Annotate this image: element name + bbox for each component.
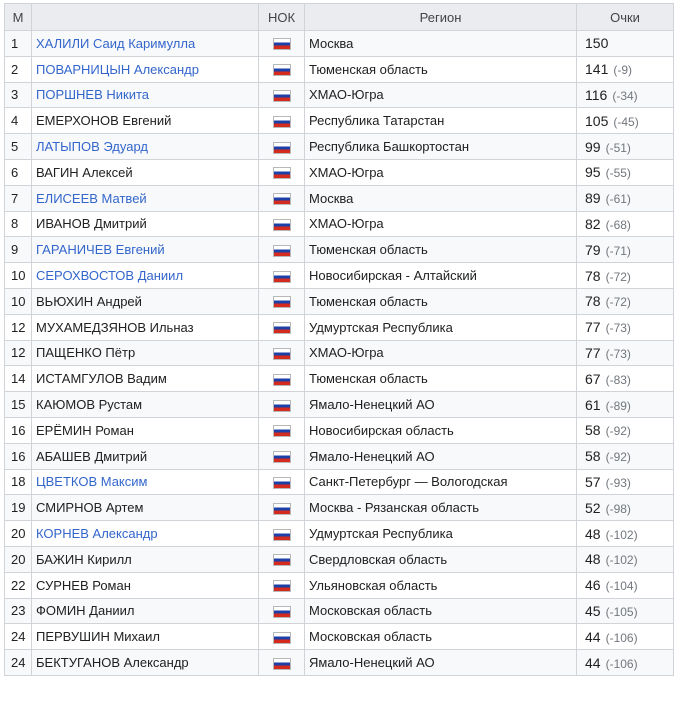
points-gap: (-68) bbox=[605, 217, 631, 232]
athlete-cell bbox=[32, 495, 259, 521]
noc-cell bbox=[259, 443, 305, 469]
russia-flag-icon bbox=[273, 554, 291, 566]
russia-flag-icon bbox=[273, 90, 291, 102]
noc-cell bbox=[259, 134, 305, 160]
position-cell: 10 bbox=[5, 263, 32, 289]
position-cell: 20 bbox=[5, 521, 32, 547]
athlete-name: ИСТАМГУЛОВ Вадим bbox=[36, 371, 167, 387]
athlete-cell bbox=[32, 237, 259, 263]
region-cell: Ямало-Ненецкий АО bbox=[305, 650, 577, 676]
points-cell bbox=[577, 417, 674, 443]
russia-flag-icon bbox=[273, 374, 291, 386]
position-cell: 5 bbox=[5, 134, 32, 160]
noc-cell bbox=[259, 417, 305, 443]
points-cell bbox=[577, 82, 674, 108]
table-row bbox=[5, 82, 674, 108]
points-value: 67 bbox=[585, 370, 601, 387]
position-cell: 1 bbox=[5, 31, 32, 57]
table-row bbox=[5, 469, 674, 495]
points-value: 44 bbox=[585, 628, 601, 645]
position-cell: 24 bbox=[5, 650, 32, 676]
table-row bbox=[5, 288, 674, 314]
points-gap: (-72) bbox=[605, 295, 631, 310]
table-row bbox=[5, 417, 674, 443]
position-cell: 6 bbox=[5, 159, 32, 185]
athlete-name: СМИРНОВ Артем bbox=[36, 500, 144, 516]
region-cell: Республика Башкортостан bbox=[305, 134, 577, 160]
athlete-cell bbox=[32, 650, 259, 676]
points-cell bbox=[577, 237, 674, 263]
russia-flag-icon bbox=[273, 116, 291, 128]
region-cell: Республика Татарстан bbox=[305, 108, 577, 134]
noc-cell bbox=[259, 31, 305, 57]
table-row bbox=[5, 56, 674, 82]
table-row bbox=[5, 31, 674, 57]
position-cell: 10 bbox=[5, 288, 32, 314]
athlete-name: ЕМЕРХОНОВ Евгений bbox=[36, 113, 172, 129]
header-row bbox=[5, 4, 674, 31]
position-cell: 16 bbox=[5, 443, 32, 469]
points-gap: (-98) bbox=[605, 501, 631, 516]
position-cell: 23 bbox=[5, 598, 32, 624]
noc-cell bbox=[259, 366, 305, 392]
points-value: 105 bbox=[585, 112, 609, 129]
points-cell bbox=[577, 521, 674, 547]
noc-cell bbox=[259, 185, 305, 211]
noc-cell bbox=[259, 598, 305, 624]
table-row bbox=[5, 521, 674, 547]
athlete-cell bbox=[32, 546, 259, 572]
table-row bbox=[5, 159, 674, 185]
athlete-cell bbox=[32, 288, 259, 314]
region-cell: Санкт-Петербург — Вологодская bbox=[305, 469, 577, 495]
points-value: 116 bbox=[585, 86, 608, 103]
noc-cell bbox=[259, 314, 305, 340]
region-cell: Москва - Рязанская область bbox=[305, 495, 577, 521]
athlete-cell bbox=[32, 263, 259, 289]
noc-cell bbox=[259, 469, 305, 495]
athlete-cell bbox=[32, 392, 259, 418]
points-gap: (-93) bbox=[605, 475, 631, 490]
region-cell: Тюменская область bbox=[305, 237, 577, 263]
athlete-cell bbox=[32, 417, 259, 443]
points-cell bbox=[577, 443, 674, 469]
athlete-name: БАЖИН Кирилл bbox=[36, 551, 132, 567]
noc-cell bbox=[259, 392, 305, 418]
russia-flag-icon bbox=[273, 632, 291, 644]
noc-cell bbox=[259, 237, 305, 263]
table-row bbox=[5, 392, 674, 418]
points-cell bbox=[577, 392, 674, 418]
region-cell: Новосибирская - Алтайский bbox=[305, 263, 577, 289]
points-cell bbox=[577, 211, 674, 237]
athlete-name: БЕКТУГАНОВ Александр bbox=[36, 655, 189, 671]
position-cell: 9 bbox=[5, 237, 32, 263]
region-cell: ХМАО-Югра bbox=[305, 82, 577, 108]
points-cell bbox=[577, 650, 674, 676]
points-gap: (-71) bbox=[605, 243, 631, 258]
points-value: 44 bbox=[585, 654, 601, 671]
athlete-name: ПЕРВУШИН Михаил bbox=[36, 629, 160, 645]
points-gap: (-106) bbox=[605, 630, 638, 645]
points-cell bbox=[577, 31, 674, 57]
athlete-link[interactable]: ХАЛИЛИ Саид Каримулла bbox=[36, 35, 196, 51]
athlete-link[interactable]: СЕРОХВОСТОВ Даниил bbox=[36, 268, 184, 284]
russia-flag-icon bbox=[273, 219, 291, 231]
table-row bbox=[5, 211, 674, 237]
region-cell: Тюменская область bbox=[305, 366, 577, 392]
region-cell: ХМАО-Югра bbox=[305, 159, 577, 185]
athlete-cell bbox=[32, 56, 259, 82]
position-cell: 12 bbox=[5, 340, 32, 366]
points-gap: (-73) bbox=[605, 321, 631, 336]
points-gap: (-83) bbox=[605, 372, 631, 387]
points-value: 58 bbox=[585, 422, 601, 439]
points-value: 58 bbox=[585, 448, 601, 465]
region-cell: ХМАО-Югра bbox=[305, 340, 577, 366]
points-gap: (-106) bbox=[605, 656, 638, 671]
athlete-cell bbox=[32, 469, 259, 495]
athlete-cell bbox=[32, 521, 259, 547]
table-row bbox=[5, 495, 674, 521]
position-cell: 15 bbox=[5, 392, 32, 418]
position-cell: 20 bbox=[5, 546, 32, 572]
athlete-link[interactable]: ГАРАНИЧЕВ Евгений bbox=[36, 242, 165, 258]
athlete-name: ФОМИН Даниил bbox=[36, 603, 135, 619]
table-row bbox=[5, 263, 674, 289]
athlete-cell bbox=[32, 572, 259, 598]
points-cell bbox=[577, 598, 674, 624]
points-value: 82 bbox=[585, 215, 601, 232]
noc-cell bbox=[259, 495, 305, 521]
noc-cell bbox=[259, 572, 305, 598]
points-value: 57 bbox=[585, 473, 601, 490]
table-row bbox=[5, 340, 674, 366]
table-row bbox=[5, 650, 674, 676]
points-gap: (-92) bbox=[605, 450, 631, 465]
points-gap: (-105) bbox=[605, 604, 638, 619]
region-cell: Тюменская область bbox=[305, 288, 577, 314]
points-value: 78 bbox=[585, 293, 601, 310]
header-noc[interactable]: НОК bbox=[259, 4, 305, 31]
athlete-link[interactable]: ПОВАРНИЦЫН Александр bbox=[36, 61, 199, 77]
points-gap: (-61) bbox=[605, 192, 631, 207]
points-cell bbox=[577, 495, 674, 521]
region-cell: ХМАО-Югра bbox=[305, 211, 577, 237]
russia-flag-icon bbox=[273, 658, 291, 670]
athlete-name: ВАГИН Алексей bbox=[36, 164, 133, 180]
points-cell bbox=[577, 263, 674, 289]
region-cell: Тюменская область bbox=[305, 56, 577, 82]
points-value: 77 bbox=[585, 344, 601, 361]
points-gap: (-72) bbox=[605, 269, 631, 284]
points-gap: (-73) bbox=[605, 346, 631, 361]
header-region[interactable]: Регион bbox=[305, 4, 577, 31]
standings-table bbox=[4, 3, 674, 676]
points-value: 78 bbox=[585, 267, 601, 284]
position-cell: 8 bbox=[5, 211, 32, 237]
athlete-name: ЕРЁМИН Роман bbox=[36, 422, 134, 438]
athlete-cell bbox=[32, 82, 259, 108]
athlete-link[interactable]: ЕЛИСЕЕВ Матвей bbox=[36, 190, 147, 206]
athlete-cell bbox=[32, 31, 259, 57]
athlete-cell bbox=[32, 624, 259, 650]
russia-flag-icon bbox=[273, 271, 291, 283]
russia-flag-icon bbox=[273, 322, 291, 334]
noc-cell bbox=[259, 211, 305, 237]
points-value: 141 bbox=[585, 61, 609, 78]
table-row bbox=[5, 185, 674, 211]
position-cell: 14 bbox=[5, 366, 32, 392]
athlete-cell bbox=[32, 314, 259, 340]
points-value: 52 bbox=[585, 499, 601, 516]
region-cell: Ульяновская область bbox=[305, 572, 577, 598]
points-cell bbox=[577, 340, 674, 366]
position-cell: 7 bbox=[5, 185, 32, 211]
athlete-name: ПАЩЕНКО Пётр bbox=[36, 345, 136, 361]
points-value: 150 bbox=[585, 35, 609, 52]
noc-cell bbox=[259, 288, 305, 314]
table-row bbox=[5, 572, 674, 598]
points-value: 48 bbox=[585, 525, 601, 542]
table-row bbox=[5, 314, 674, 340]
position-cell: 4 bbox=[5, 108, 32, 134]
athlete-cell bbox=[32, 598, 259, 624]
position-cell: 2 bbox=[5, 56, 32, 82]
points-value: 79 bbox=[585, 241, 601, 258]
region-cell: Свердловская область bbox=[305, 546, 577, 572]
region-cell: Ямало-Ненецкий АО bbox=[305, 443, 577, 469]
points-cell bbox=[577, 288, 674, 314]
russia-flag-icon bbox=[273, 451, 291, 463]
position-cell: 12 bbox=[5, 314, 32, 340]
points-value: 46 bbox=[585, 577, 601, 594]
russia-flag-icon bbox=[273, 296, 291, 308]
russia-flag-icon bbox=[273, 606, 291, 618]
noc-cell bbox=[259, 263, 305, 289]
athlete-link[interactable]: КОРНЕВ Александр bbox=[36, 526, 158, 542]
header-name[interactable] bbox=[32, 4, 259, 31]
russia-flag-icon bbox=[273, 142, 291, 154]
header-pos[interactable]: М bbox=[5, 4, 32, 31]
athlete-cell bbox=[32, 366, 259, 392]
position-cell: 24 bbox=[5, 624, 32, 650]
position-cell: 19 bbox=[5, 495, 32, 521]
athlete-name: МУХАМЕДЗЯНОВ Ильназ bbox=[36, 319, 194, 335]
noc-cell bbox=[259, 82, 305, 108]
points-gap: (-102) bbox=[605, 527, 638, 542]
athlete-name: КАЮМОВ Рустам bbox=[36, 397, 143, 413]
athlete-name: АБАШЕВ Дмитрий bbox=[36, 448, 148, 464]
table-body bbox=[5, 31, 674, 676]
athlete-name: ИВАНОВ Дмитрий bbox=[36, 216, 147, 232]
athlete-cell bbox=[32, 340, 259, 366]
russia-flag-icon bbox=[273, 348, 291, 360]
points-value: 77 bbox=[585, 319, 601, 336]
points-gap: (-92) bbox=[605, 424, 631, 439]
table-row bbox=[5, 443, 674, 469]
russia-flag-icon bbox=[273, 425, 291, 437]
region-cell: Удмуртская Республика bbox=[305, 521, 577, 547]
athlete-name: СУРНЕВ Роман bbox=[36, 577, 131, 593]
noc-cell bbox=[259, 56, 305, 82]
points-value: 61 bbox=[585, 396, 601, 413]
athlete-link[interactable]: ЦВЕТКОВ Максим bbox=[36, 474, 148, 490]
athlete-cell bbox=[32, 108, 259, 134]
russia-flag-icon bbox=[273, 503, 291, 515]
points-value: 99 bbox=[585, 138, 601, 155]
noc-cell bbox=[259, 546, 305, 572]
points-cell bbox=[577, 624, 674, 650]
athlete-cell bbox=[32, 159, 259, 185]
region-cell: Ямало-Ненецкий АО bbox=[305, 392, 577, 418]
region-cell: Московская область bbox=[305, 624, 577, 650]
noc-cell bbox=[259, 624, 305, 650]
points-cell bbox=[577, 572, 674, 598]
points-cell bbox=[577, 56, 674, 82]
position-cell: 22 bbox=[5, 572, 32, 598]
points-gap: (-89) bbox=[605, 398, 631, 413]
russia-flag-icon bbox=[273, 193, 291, 205]
points-cell bbox=[577, 469, 674, 495]
table-row bbox=[5, 237, 674, 263]
russia-flag-icon bbox=[273, 64, 291, 76]
table-row bbox=[5, 134, 674, 160]
points-gap: (-51) bbox=[605, 140, 631, 155]
region-cell: Москва bbox=[305, 31, 577, 57]
russia-flag-icon bbox=[273, 167, 291, 179]
noc-cell bbox=[259, 159, 305, 185]
points-gap: (-102) bbox=[605, 553, 638, 568]
position-cell: 16 bbox=[5, 417, 32, 443]
russia-flag-icon bbox=[273, 245, 291, 257]
noc-cell bbox=[259, 108, 305, 134]
athlete-cell bbox=[32, 134, 259, 160]
region-cell: Московская область bbox=[305, 598, 577, 624]
points-cell bbox=[577, 159, 674, 185]
points-gap: (-55) bbox=[605, 166, 631, 181]
russia-flag-icon bbox=[273, 38, 291, 50]
points-gap: (-104) bbox=[605, 579, 638, 594]
noc-cell bbox=[259, 650, 305, 676]
russia-flag-icon bbox=[273, 529, 291, 541]
athlete-cell bbox=[32, 185, 259, 211]
russia-flag-icon bbox=[273, 477, 291, 489]
athlete-cell bbox=[32, 211, 259, 237]
table-row bbox=[5, 598, 674, 624]
table-row bbox=[5, 546, 674, 572]
points-cell bbox=[577, 134, 674, 160]
points-cell bbox=[577, 314, 674, 340]
points-value: 89 bbox=[585, 190, 601, 207]
athlete-name: ВЬЮХИН Андрей bbox=[36, 293, 142, 309]
points-cell bbox=[577, 366, 674, 392]
points-cell bbox=[577, 108, 674, 134]
region-cell: Удмуртская Республика bbox=[305, 314, 577, 340]
points-value: 45 bbox=[585, 602, 601, 619]
points-gap: (-45) bbox=[613, 114, 639, 129]
table-row bbox=[5, 366, 674, 392]
region-cell: Новосибирская область bbox=[305, 417, 577, 443]
noc-cell bbox=[259, 340, 305, 366]
table-row bbox=[5, 624, 674, 650]
noc-cell bbox=[259, 521, 305, 547]
points-value: 95 bbox=[585, 164, 601, 181]
points-cell bbox=[577, 546, 674, 572]
athlete-cell bbox=[32, 443, 259, 469]
athlete-link[interactable]: ЛАТЫПОВ Эдуард bbox=[36, 139, 148, 155]
points-cell bbox=[577, 185, 674, 211]
russia-flag-icon bbox=[273, 580, 291, 592]
points-value: 48 bbox=[585, 551, 601, 568]
points-gap: (-34) bbox=[612, 88, 638, 103]
athlete-link[interactable]: ПОРШНЕВ Никита bbox=[36, 87, 150, 103]
header-points[interactable]: Очки bbox=[577, 4, 674, 31]
position-cell: 18 bbox=[5, 469, 32, 495]
table-row bbox=[5, 108, 674, 134]
russia-flag-icon bbox=[273, 400, 291, 412]
region-cell: Москва bbox=[305, 185, 577, 211]
position-cell: 3 bbox=[5, 82, 32, 108]
points-gap: (-9) bbox=[613, 63, 633, 78]
